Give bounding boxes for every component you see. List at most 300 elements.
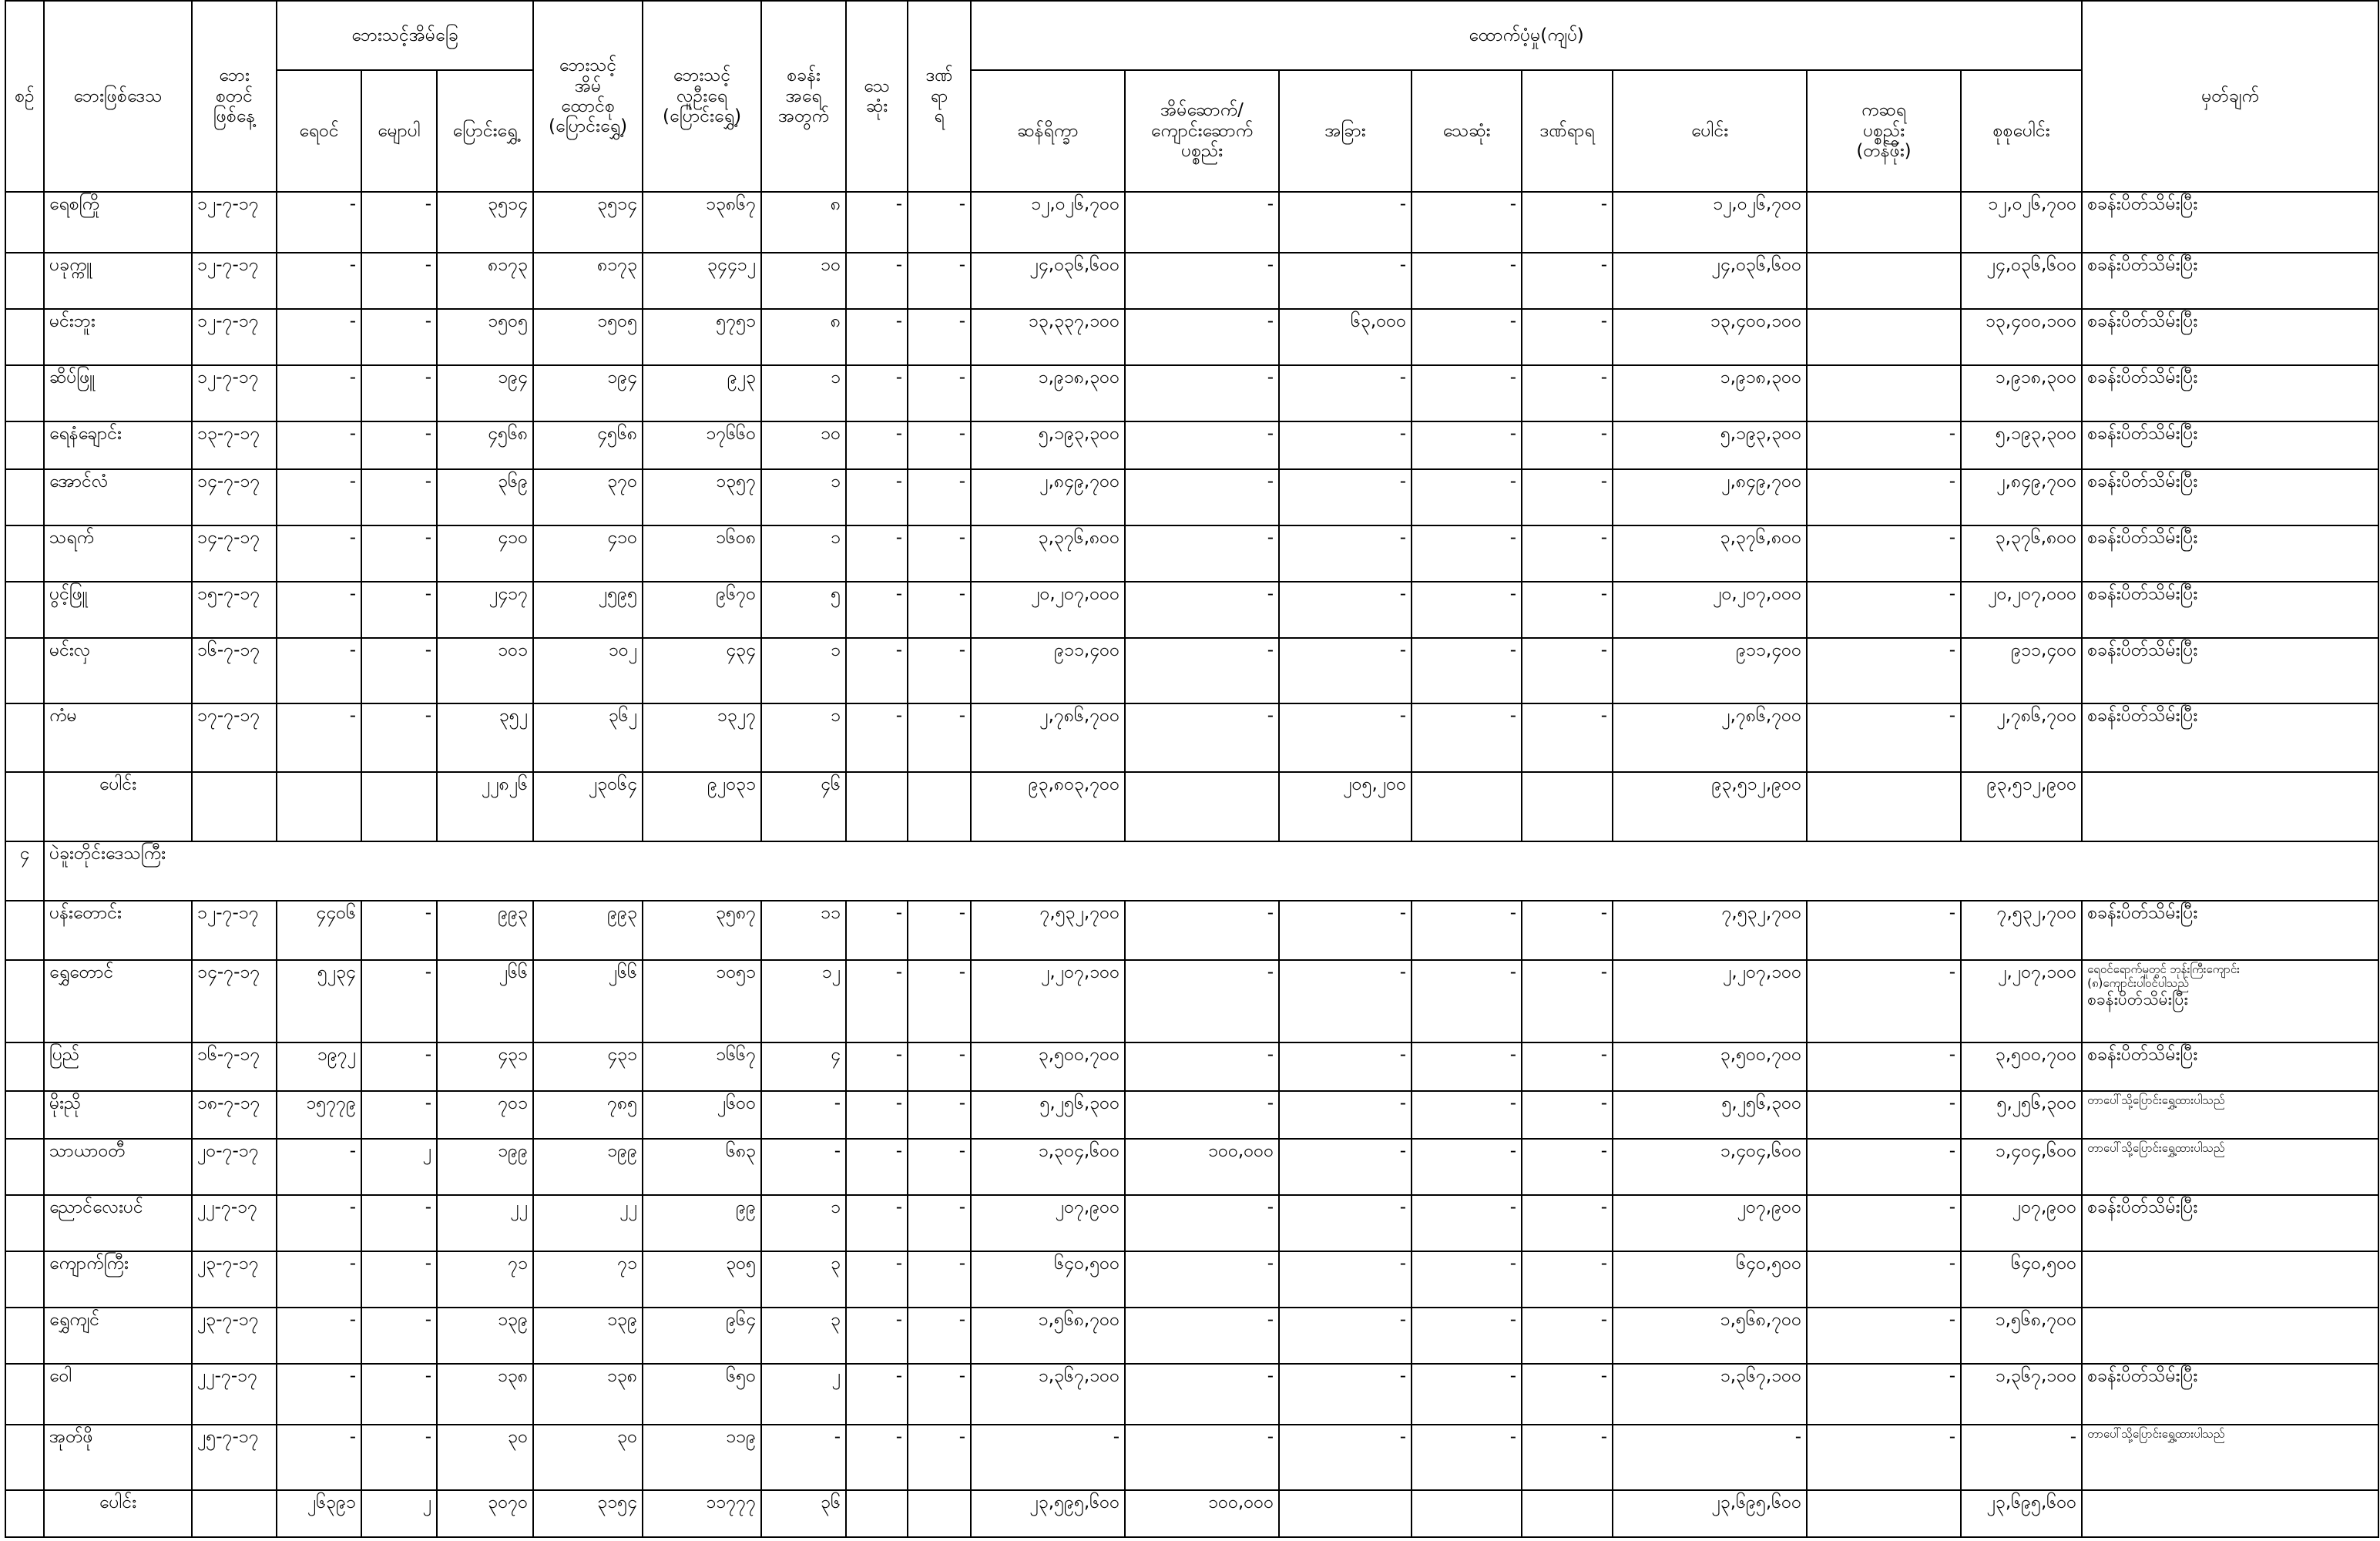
table-cell: - (1522, 421, 1613, 470)
table-cell: ၈ (761, 192, 846, 253)
table-cell: ၁၁ (761, 901, 846, 960)
table-cell: - (1807, 703, 1961, 772)
table-cell: ၄၄၀၆ (277, 901, 361, 960)
total-cell (846, 1490, 908, 1537)
table-row (5, 1364, 2378, 1425)
remark-cell: စခန်းပိတ်သိမ်းပြီး (2082, 901, 2378, 960)
table-cell: ၂ (761, 1364, 846, 1425)
col-aid-group: ထောက်ပံ့မှု(ကျပ်) (971, 1, 2082, 70)
table-cell: ၉၂၃ (643, 365, 761, 421)
table-cell: ၂၃-၇-၁၇ (192, 1251, 277, 1308)
table-row (5, 525, 2378, 582)
table-cell: ၁၈-၇-၁၇ (192, 1091, 277, 1140)
table-cell (5, 1042, 44, 1091)
table-cell (5, 1425, 44, 1490)
table-cell: - (846, 253, 908, 309)
table-cell: ၇၈၅ (533, 1091, 643, 1140)
total-cell: ၉၃,၅၁၂,၉၀၀ (1613, 772, 1807, 841)
table-cell (5, 421, 44, 470)
table-cell: - (1279, 421, 1412, 470)
table-cell: - (361, 901, 437, 960)
table-cell: - (361, 1425, 437, 1490)
table-cell: - (277, 309, 361, 365)
region-cell: သရက် (44, 525, 192, 582)
table-cell: ၄ (761, 1042, 846, 1091)
table-cell (5, 309, 44, 365)
table-cell: - (971, 1425, 1125, 1490)
table-cell: ၂၃-၇-၁၇ (192, 1308, 277, 1364)
table-cell: - (1807, 1425, 1961, 1490)
table-cell: - (1125, 1195, 1279, 1251)
table-cell: ၃,၅၀၀,၇၀၀ (1613, 1042, 1807, 1091)
table-row (5, 1195, 2378, 1251)
region-cell: ပန်းတောင်း (44, 901, 192, 960)
table-cell: ၂၀,၂၀၇,၀၀၀ (971, 582, 1125, 638)
table-cell: - (277, 582, 361, 638)
table-cell: - (277, 421, 361, 470)
table-cell: ၈ (761, 309, 846, 365)
col-other: အခြား (1279, 70, 1412, 192)
table-cell: - (1412, 421, 1522, 470)
table-cell: ၂,၂၀၇,၁၀၀ (971, 960, 1125, 1042)
table-cell: - (1279, 253, 1412, 309)
table-cell: - (1807, 1042, 1961, 1091)
table-cell: - (846, 365, 908, 421)
col-region: ဘေးဖြစ်ဒေသ (44, 1, 192, 192)
table-cell: ၁၂ (761, 960, 846, 1042)
table-cell: ၃၅၁၄ (437, 192, 533, 253)
table-cell: ၂၀,၂၀၇,၀၀၀ (1961, 582, 2082, 638)
table-cell: - (908, 582, 971, 638)
table-cell: - (1412, 638, 1522, 703)
table-cell: ၁၂,၀၂၆,၇၀၀ (1613, 192, 1807, 253)
table-cell: - (361, 192, 437, 253)
table-cell: ၂၆၆ (533, 960, 643, 1042)
total-row (5, 1490, 2378, 1537)
table-cell: - (277, 1364, 361, 1425)
region-cell: ပြည် (44, 1042, 192, 1091)
section1-body (5, 192, 2378, 841)
section2-title: ပဲခူးတိုင်းဒေသကြီး (44, 841, 2378, 901)
region-cell: သာယာဝတီ (44, 1139, 192, 1195)
col-camps: စခန်း အရေ အတွက် (761, 1, 846, 192)
table-cell: ၂၄၁၇ (437, 582, 533, 638)
table-cell: ၃ (761, 1251, 846, 1308)
table-cell (5, 1195, 44, 1251)
table-cell: ၂၄,၀၃၆,၆၀၀ (1613, 253, 1807, 309)
table-cell: ၈၁၇၃ (437, 253, 533, 309)
table-cell: ၁၃၈ (437, 1364, 533, 1425)
table-cell: ၁၉၇၂ (277, 1042, 361, 1091)
total-cell: ပေါင်း (44, 1490, 192, 1537)
total-cell (1125, 772, 1279, 841)
table-cell: ၁၂-၇-၁၇ (192, 365, 277, 421)
table-cell: - (908, 901, 971, 960)
table-row (5, 1042, 2378, 1091)
remark-cell: စခန်းပိတ်သိမ်းပြီး (2082, 253, 2378, 309)
table-cell: - (1412, 960, 1522, 1042)
table-cell: - (846, 421, 908, 470)
col-date: ဘေး စတင် ဖြစ်နေ့ (192, 1, 277, 192)
total-cell: ၁၁၇၇၇ (643, 1490, 761, 1537)
table-cell: - (846, 469, 908, 525)
table-cell: - (1412, 1425, 1522, 1490)
table-cell: - (1279, 1308, 1412, 1364)
col-aid-injured: ဒဏ်ရာရ (1522, 70, 1613, 192)
table-cell: - (1522, 1425, 1613, 1490)
table-cell: - (1412, 1195, 1522, 1251)
table-cell: - (1522, 901, 1613, 960)
table-row (5, 960, 2378, 1042)
table-cell: ၁၆၀၈ (643, 525, 761, 582)
table-cell: ၁၃,၃၃၇,၁၀၀ (971, 309, 1125, 365)
table-cell: - (908, 1251, 971, 1308)
table-cell: - (1522, 1195, 1613, 1251)
table-cell: - (846, 703, 908, 772)
table-cell: ၁၅၇၇၉ (277, 1091, 361, 1140)
table-cell: - (1522, 469, 1613, 525)
table-cell: ၁၃၅၇ (643, 469, 761, 525)
table-cell: ၂,၂၀၇,၁၀၀ (1961, 960, 2082, 1042)
table-cell: ၈၁၇၃ (533, 253, 643, 309)
total-cell: ၂၂၈၂၆ (437, 772, 533, 841)
total-cell (361, 772, 437, 841)
table-cell: ၁၉၉ (533, 1139, 643, 1195)
table-row (5, 1139, 2378, 1195)
col-dead: သေ ဆုံး (846, 1, 908, 192)
table-cell: ၁၂-၇-၁၇ (192, 253, 277, 309)
table-cell: - (1522, 365, 1613, 421)
table-cell: - (1807, 901, 1961, 960)
table-cell: - (846, 525, 908, 582)
table-cell: ၇၁ (437, 1251, 533, 1308)
table-cell: ၂,၈၄၉,၇၀၀ (1961, 469, 2082, 525)
table-cell: ၉၁၁,၄၀၀ (1961, 638, 2082, 703)
table-cell: - (761, 1091, 846, 1140)
col-relief-items: ကဆရ ပစ္စည်း (တန်ဖိုး) (1807, 70, 1961, 192)
table-cell: - (361, 365, 437, 421)
table-cell (5, 365, 44, 421)
table-cell: - (1807, 1364, 1961, 1425)
table-cell: ၂၂-၇-၁၇ (192, 1195, 277, 1251)
table-cell: ၁ (761, 365, 846, 421)
table-cell: ၉၉ (643, 1195, 761, 1251)
region-cell: ရေနံချောင်း (44, 421, 192, 470)
table-cell: - (1125, 901, 1279, 960)
remark-line: ရေဝင်ရောက်မှုတွင် ဘုန်းကြီးကျောင်း (2087, 962, 2240, 976)
table-cell: ၁၅၀၅ (437, 309, 533, 365)
table-cell: ၉၆၇၀ (643, 582, 761, 638)
table-cell: - (908, 469, 971, 525)
table-cell: ၄၃၁ (533, 1042, 643, 1091)
table-cell: - (846, 960, 908, 1042)
table-cell: - (1125, 1042, 1279, 1091)
remark-cell: စခန်းပိတ်သိမ်းပြီး (2082, 309, 2378, 365)
total-cell: ၄၆ (761, 772, 846, 841)
table-cell: ၁,၉၁၈,၃၀၀ (971, 365, 1125, 421)
table-cell: - (1279, 638, 1412, 703)
total-cell (2082, 772, 2378, 841)
table-cell: - (1807, 582, 1961, 638)
table-cell: ၂,၇၈၆,၇၀၀ (971, 703, 1125, 772)
table-cell: - (277, 703, 361, 772)
table-cell: ၁ (761, 1195, 846, 1251)
table-cell: - (1807, 525, 1961, 582)
table-cell (5, 1091, 44, 1140)
region-cell: ကံမ (44, 703, 192, 772)
table-cell: - (908, 638, 971, 703)
table-cell: - (361, 1195, 437, 1251)
remark-cell: တာပေါ်သို့ပြောင်းရွှေ့ထားပါသည် (2082, 1425, 2378, 1490)
remark-cell: စခန်းပိတ်သိမ်းပြီး (2082, 421, 2378, 470)
table-cell: - (361, 1091, 437, 1140)
table-cell: ၂၄,၀၃၆,၆၀၀ (971, 253, 1125, 309)
table-cell: - (1807, 1139, 1961, 1195)
table-cell: - (908, 309, 971, 365)
total-cell: ၂၃,၅၉၅,၆၀၀ (971, 1490, 1125, 1537)
table-cell: ၂၀၇,၉၀၀ (971, 1195, 1125, 1251)
table-cell: ၄၁၀ (437, 525, 533, 582)
table-cell: ၁၉၉ (437, 1139, 533, 1195)
table-cell: ၂၂ (533, 1195, 643, 1251)
total-cell (908, 772, 971, 841)
table-cell: - (1961, 1425, 2082, 1490)
total-cell (1522, 772, 1613, 841)
table-cell: - (1522, 582, 1613, 638)
table-cell: ၁၅၀၅ (533, 309, 643, 365)
table-cell: ၃၄၄၁၂ (643, 253, 761, 309)
table-row (5, 365, 2378, 421)
table-cell: ၁,၉၁၈,၃၀၀ (1613, 365, 1807, 421)
col-affected-people: ဘေးသင့် လူဦးရေ (ပြောင်းရွှေ့) (643, 1, 761, 192)
table-cell: - (1807, 469, 1961, 525)
total-cell (846, 772, 908, 841)
table-row (5, 421, 2378, 470)
col-food: ဆန်ရိက္ခာ (971, 70, 1125, 192)
total-cell: ၉၃,၈၀၃,၇၀၀ (971, 772, 1125, 841)
region-cell: ဆိပ်ဖြူ (44, 365, 192, 421)
table-cell: - (1125, 309, 1279, 365)
table-cell: - (361, 1364, 437, 1425)
table-cell (1807, 192, 1961, 253)
col-destroyed: မျောပါ (361, 70, 437, 192)
remark-cell (2082, 1308, 2378, 1364)
table-cell: - (1412, 1364, 1522, 1425)
table-cell: - (1125, 1308, 1279, 1364)
table-cell: ၂၀၇,၉၀၀ (1961, 1195, 2082, 1251)
col-aid-dead: သေဆုံး (1412, 70, 1522, 192)
col-remarks: မှတ်ချက် (2082, 1, 2378, 192)
table-cell: - (846, 1364, 908, 1425)
table-cell (5, 582, 44, 638)
table-row (5, 309, 2378, 365)
header-row-1 (5, 1, 2378, 70)
table-cell: - (846, 1091, 908, 1140)
table-cell: ၁၂,၀၂၆,၇၀၀ (971, 192, 1125, 253)
table-cell: ၇၀၁ (437, 1091, 533, 1140)
table-cell: ၇,၅၃၂,၇၀၀ (971, 901, 1125, 960)
table-cell: - (846, 1425, 908, 1490)
remark-line: စခန်းပိတ်သိမ်းပြီး (2087, 989, 2188, 1009)
table-cell: ၁ (761, 638, 846, 703)
table-cell: - (1412, 192, 1522, 253)
table-cell: - (908, 253, 971, 309)
table-cell: - (277, 469, 361, 525)
table-cell: ၉၉၃ (533, 901, 643, 960)
header-row-2 (5, 70, 2378, 192)
table-cell (5, 960, 44, 1042)
table-cell: - (1279, 1364, 1412, 1425)
table-cell: - (846, 192, 908, 253)
remark-line: (၈)ကျောင်းပါဝင်ပါသည် (2087, 975, 2189, 990)
table-cell: - (1807, 638, 1961, 703)
table-cell: - (846, 1251, 908, 1308)
table-row (5, 638, 2378, 703)
table-row (5, 582, 2378, 638)
total-cell: ၂ (361, 1490, 437, 1537)
table-cell: ၁,၄၀၄,၆၀၀ (1961, 1139, 2082, 1195)
total-cell (1807, 1490, 1961, 1537)
region-cell: အုတ်ဖို (44, 1425, 192, 1490)
table-cell: - (277, 638, 361, 703)
table-cell: - (1522, 1308, 1613, 1364)
table-cell: ၁,၃၆၇,၁၀၀ (1613, 1364, 1807, 1425)
table-cell (5, 253, 44, 309)
table-cell: ၂၂-၇-၁၇ (192, 1364, 277, 1425)
table-cell: ၁၆-၇-၁၇ (192, 638, 277, 703)
table-cell: - (908, 1308, 971, 1364)
table-cell: - (1522, 525, 1613, 582)
table-cell: ၃၅၈၇ (643, 901, 761, 960)
table-cell: - (846, 582, 908, 638)
region-cell: အောင်လံ (44, 469, 192, 525)
table-cell: - (1412, 1091, 1522, 1140)
table-cell: ၁၃-၇-၁၇ (192, 421, 277, 470)
remark-cell (2082, 960, 2378, 1042)
table-cell: ၃,၃၇၆,၈၀၀ (1961, 525, 2082, 582)
total-cell: ပေါင်း (44, 772, 192, 841)
table-cell: ၁၃,၄၀၀,၁၀၀ (1613, 309, 1807, 365)
total-cell: ၉၃,၅၁၂,၉၀၀ (1961, 772, 2082, 841)
table-cell: ၃၀၅ (643, 1251, 761, 1308)
table-cell: - (361, 1042, 437, 1091)
table-cell: ၁၆၆၇ (643, 1042, 761, 1091)
table-row (5, 253, 2378, 309)
remark-cell: စခန်းပိတ်သိမ်းပြီး (2082, 1042, 2378, 1091)
table-cell: ၃၀ (437, 1425, 533, 1490)
table-cell: ၁,၄၀၄,၆၀၀ (1613, 1139, 1807, 1195)
table-cell: ၁၂-၇-၁၇ (192, 901, 277, 960)
table-cell (5, 1308, 44, 1364)
table-cell: - (1412, 1308, 1522, 1364)
table-cell: ၃,၃၇၆,၈၀၀ (1613, 525, 1807, 582)
remark-cell: စခန်းပိတ်သိမ်းပြီး (2082, 1364, 2378, 1425)
table-cell: - (1125, 703, 1279, 772)
table-cell: - (361, 421, 437, 470)
table-cell: - (908, 1195, 971, 1251)
total-cell (1807, 772, 1961, 841)
table-cell: - (277, 1251, 361, 1308)
table-cell: - (1125, 469, 1279, 525)
region-cell: ရေစကြို (44, 192, 192, 253)
table-cell: - (1279, 1091, 1412, 1140)
total-cell: ၂၀၅,၂၀၀ (1279, 772, 1412, 841)
table-cell: ၁၅-၇-၁၇ (192, 582, 277, 638)
table-cell: - (846, 638, 908, 703)
remark-cell (2082, 1251, 2378, 1308)
table-cell: - (1279, 1195, 1412, 1251)
table-cell: ၅,၁၉၃,၃၀၀ (1961, 421, 2082, 470)
total-cell: ၃၆ (761, 1490, 846, 1537)
table-cell: ၁၄-၇-၁၇ (192, 525, 277, 582)
table-cell: ၁၁၉ (643, 1425, 761, 1490)
table-cell: ၂၀,၂၀၇,၀၀၀ (1613, 582, 1807, 638)
table-cell: - (1125, 1251, 1279, 1308)
table-cell: ၁၀ (761, 421, 846, 470)
table-cell: - (277, 365, 361, 421)
table-cell: - (908, 1042, 971, 1091)
table-cell: ၂၀-၇-၁၇ (192, 1139, 277, 1195)
table-cell: - (846, 1139, 908, 1195)
remark-cell: စခန်းပိတ်သိမ်းပြီး (2082, 1195, 2378, 1251)
remark-cell: စခန်းပိတ်သိမ်းပြီး (2082, 703, 2378, 772)
table-cell: - (1807, 1308, 1961, 1364)
table-cell (1807, 253, 1961, 309)
table-cell (5, 525, 44, 582)
table-cell (5, 1139, 44, 1195)
table-cell: - (1279, 525, 1412, 582)
table-cell: - (846, 309, 908, 365)
table-cell: ၆၈၃ (643, 1139, 761, 1195)
table-cell: - (1279, 469, 1412, 525)
table-cell: - (1522, 1251, 1613, 1308)
table-cell (5, 1364, 44, 1425)
table-cell: ၅ (761, 582, 846, 638)
table-cell: - (1279, 192, 1412, 253)
table-cell: ၄၅၆၈ (437, 421, 533, 470)
region-cell: မင်းလှ (44, 638, 192, 703)
table-cell: - (1279, 1425, 1412, 1490)
section2-heading (5, 841, 2378, 901)
total-row (5, 772, 2378, 841)
table-cell (1807, 309, 1961, 365)
table-cell: - (361, 1251, 437, 1308)
table-cell: - (1412, 1042, 1522, 1091)
table-cell: - (1412, 525, 1522, 582)
table-cell: ၁၀၅၁ (643, 960, 761, 1042)
table-cell: - (1412, 1251, 1522, 1308)
remark-cell: စခန်းပိတ်သိမ်းပြီး (2082, 525, 2378, 582)
table-cell: ၄၃၁ (437, 1042, 533, 1091)
remark-cell: တာပေါ်သို့ပြောင်းရွှေ့ထားပါသည် (2082, 1091, 2378, 1140)
table-cell (1807, 365, 1961, 421)
table-cell: ၁,၃၆၇,၁၀၀ (971, 1364, 1125, 1425)
table-cell: - (1125, 192, 1279, 253)
table-cell: ၁၉၄ (437, 365, 533, 421)
total-cell: ၉၂၀၃၁ (643, 772, 761, 841)
table-cell: - (1125, 253, 1279, 309)
table-cell: - (1279, 365, 1412, 421)
col-grand-total: စုစုပေါင်း (1961, 70, 2082, 192)
region-cell: ညောင်လေးပင် (44, 1195, 192, 1251)
table-cell: - (846, 1308, 908, 1364)
table-cell: - (1522, 960, 1613, 1042)
remark-cell: တာပေါ်သို့ပြောင်းရွှေ့ထားပါသည် (2082, 1139, 2378, 1195)
table-cell: ၁၀ (761, 253, 846, 309)
remark-cell: စခန်းပိတ်သိမ်းပြီး (2082, 582, 2378, 638)
region-cell: ရွှေကျင် (44, 1308, 192, 1364)
table-cell: ၆၃,၀၀၀ (1279, 309, 1412, 365)
